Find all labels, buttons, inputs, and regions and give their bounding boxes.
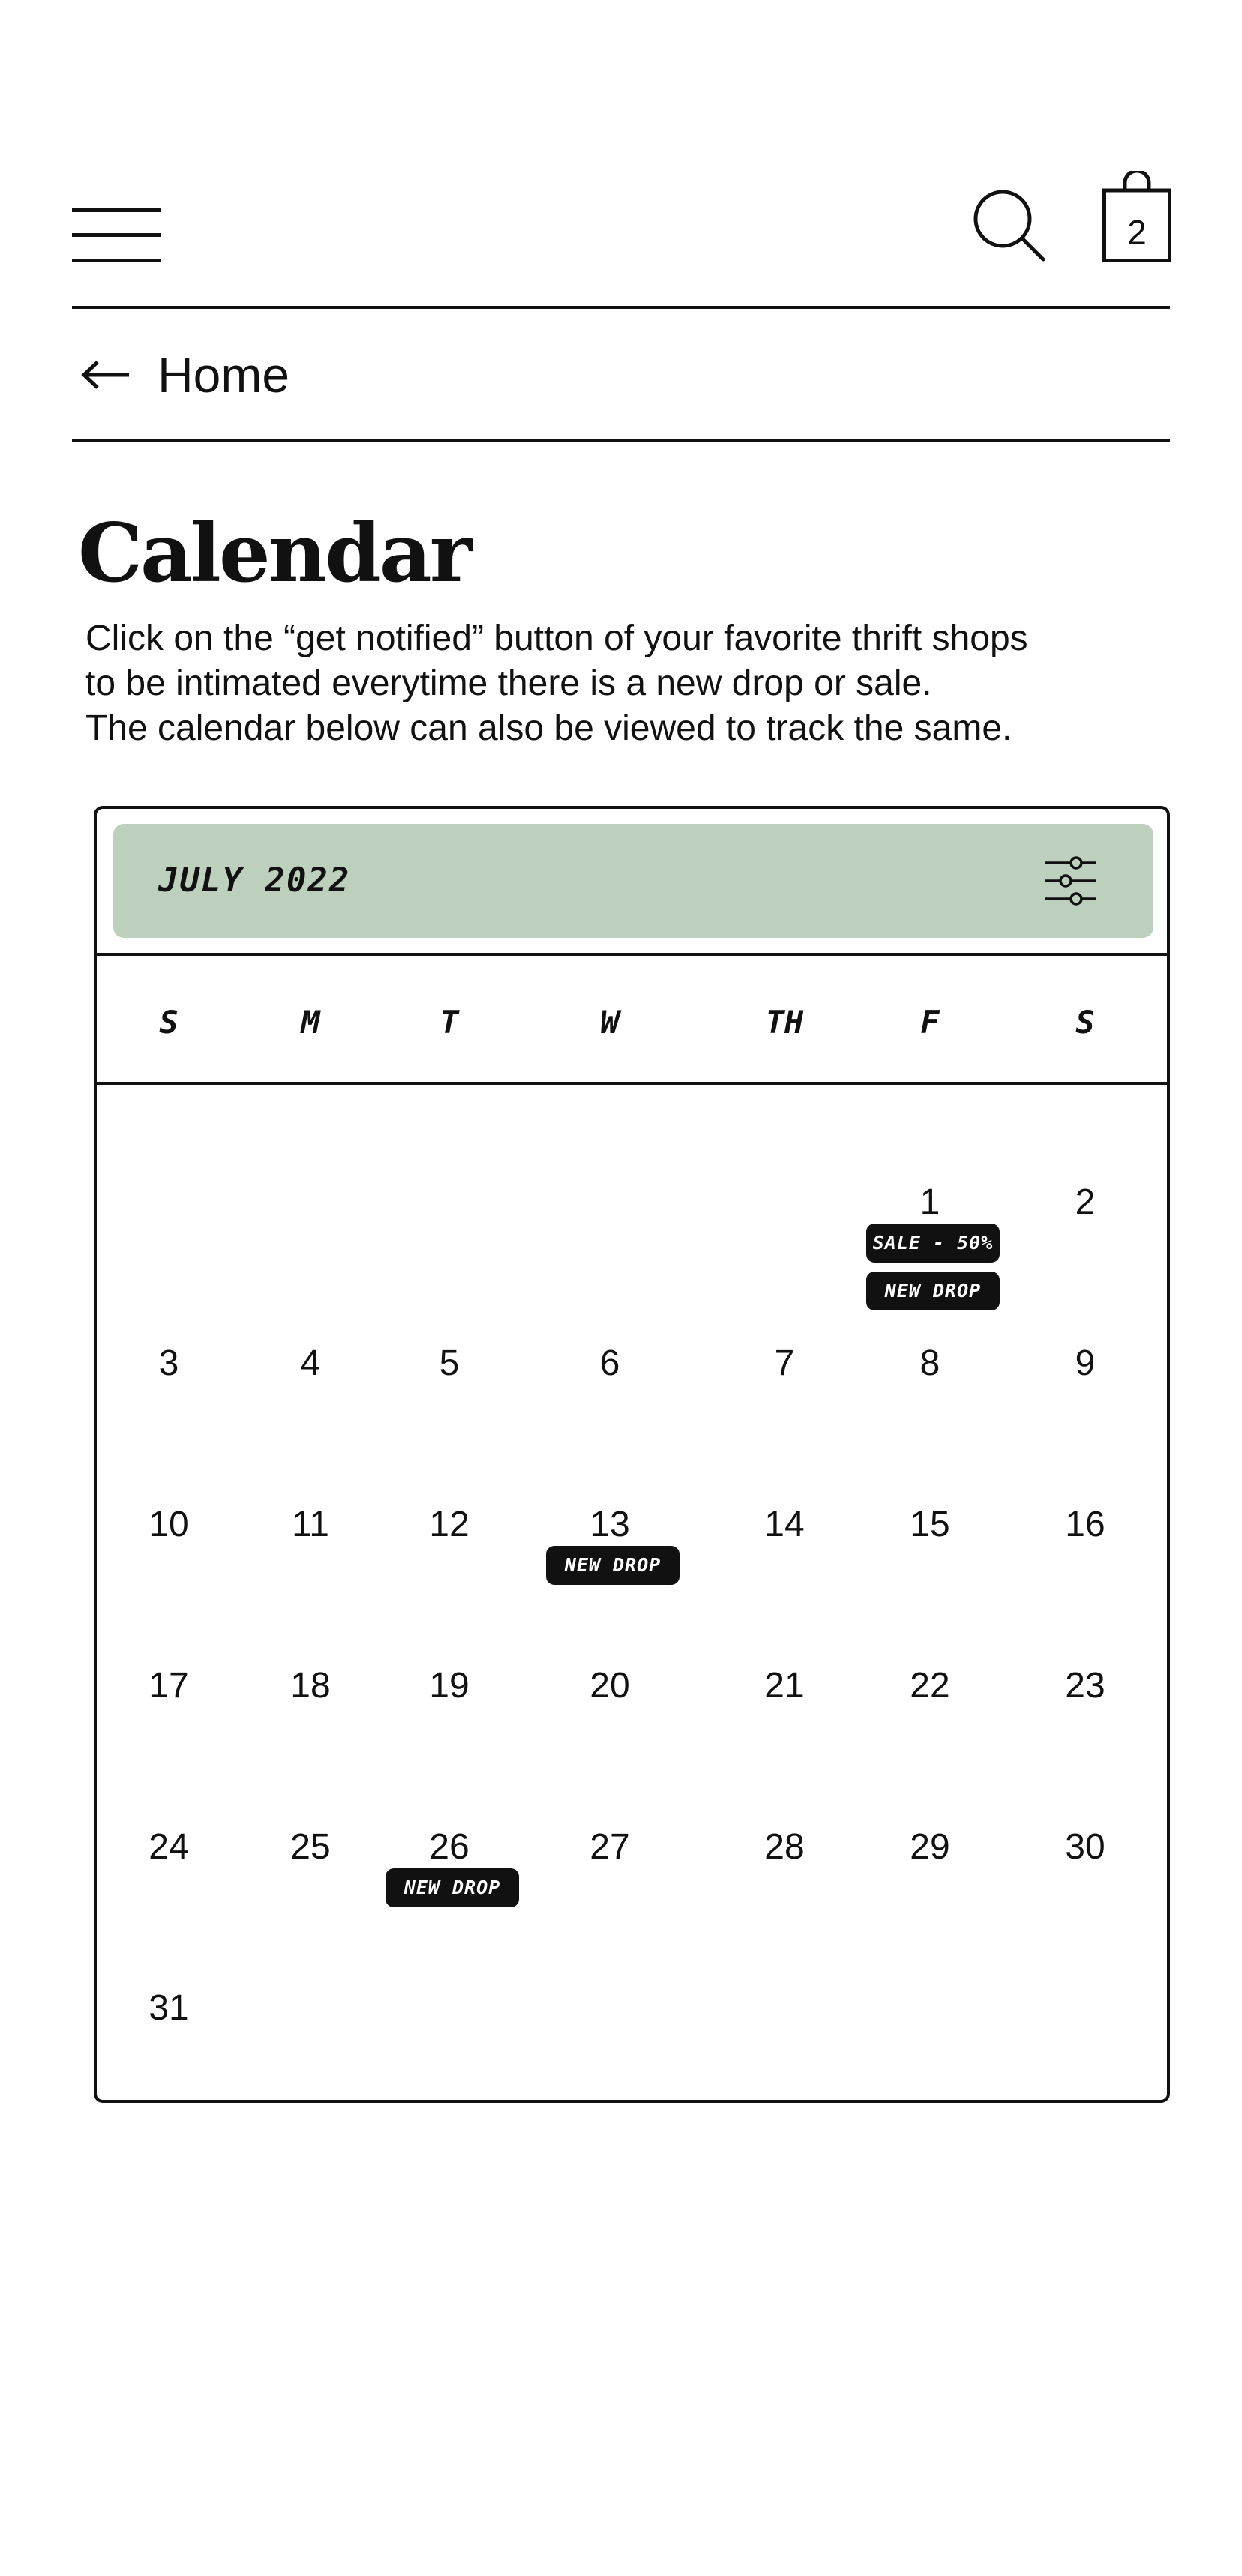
calendar-day[interactable]: 25	[290, 1827, 331, 1867]
breadcrumb-home-link[interactable]	[72, 337, 290, 412]
weekday-label: S	[159, 1004, 178, 1041]
calendar-day[interactable]: 27	[590, 1827, 630, 1867]
calendar-day[interactable]: 16	[1065, 1505, 1106, 1544]
calendar-day[interactable]: 6	[599, 1343, 620, 1383]
calendar-day[interactable]: 1	[920, 1182, 940, 1222]
menu-line	[72, 208, 160, 212]
weekday-label: T	[440, 1004, 459, 1041]
event-tag[interactable]: NEW DROP	[866, 1272, 1000, 1310]
calendar-day[interactable]: 19	[429, 1666, 470, 1706]
calendar-day[interactable]: 2	[1075, 1182, 1096, 1222]
calendar	[94, 806, 1170, 2103]
calendar-day[interactable]: 9	[1075, 1343, 1096, 1383]
calendar-day[interactable]: 17	[148, 1666, 189, 1706]
month-label: JULY 2022	[158, 861, 351, 900]
calendar-day[interactable]: 26	[429, 1827, 470, 1867]
event-tag[interactable]: NEW DROP	[546, 1546, 680, 1585]
hamburger-menu-icon[interactable]	[72, 208, 160, 262]
calendar-day[interactable]: 4	[300, 1343, 321, 1383]
calendar-day[interactable]: 5	[439, 1343, 460, 1383]
description-line: Click on the “get notified” button of your favorite thrift shops	[86, 619, 1028, 658]
calendar-day[interactable]: 20	[590, 1666, 630, 1706]
weekday-label: W	[600, 1004, 620, 1041]
calendar-day[interactable]: 3	[158, 1343, 179, 1383]
calendar-day[interactable]: 28	[764, 1827, 805, 1867]
weekday-label: M	[301, 1004, 320, 1041]
cart-count: 2	[1127, 213, 1147, 252]
calendar-day[interactable]: 30	[1065, 1827, 1106, 1867]
page-description	[86, 616, 1196, 751]
calendar-day[interactable]: 18	[290, 1666, 331, 1706]
calendar-day[interactable]: 24	[148, 1827, 189, 1867]
calendar-day[interactable]: 12	[429, 1505, 470, 1544]
breadcrumb-label: Home	[158, 347, 290, 403]
calendar-day[interactable]: 14	[764, 1505, 805, 1544]
event-tag[interactable]: SALE - 50%	[866, 1224, 1000, 1263]
search-glyph	[971, 187, 1048, 264]
calendar-divider	[97, 1082, 1167, 1085]
page-title: Calendar	[78, 506, 470, 601]
event-tag[interactable]: NEW DROP	[386, 1868, 519, 1907]
calendar-day[interactable]: 15	[910, 1505, 950, 1544]
calendar-day[interactable]: 7	[774, 1343, 795, 1383]
arrow-left-icon	[81, 360, 130, 390]
shopping-bag-icon[interactable]	[1102, 171, 1172, 262]
calendar-day[interactable]: 23	[1065, 1666, 1106, 1706]
description-line: The calendar below can also be viewed to track the same.	[86, 708, 1012, 748]
weekday-label: TH	[765, 1004, 804, 1041]
header-divider	[72, 306, 1170, 309]
weekday-label: F	[920, 1004, 940, 1041]
calendar-day[interactable]: 10	[148, 1505, 189, 1544]
calendar-day[interactable]: 13	[590, 1505, 630, 1544]
filter-sliders-icon[interactable]	[1043, 854, 1097, 908]
calendar-divider	[97, 953, 1167, 956]
calendar-day[interactable]: 8	[920, 1343, 940, 1383]
description-line: to be intimated everytime there is a new drop or sale.	[86, 663, 932, 703]
weekday-label: S	[1076, 1004, 1095, 1041]
breadcrumb-divider	[72, 439, 1170, 442]
menu-line	[72, 259, 160, 262]
calendar-day[interactable]: 22	[910, 1666, 950, 1706]
search-icon[interactable]	[971, 187, 1048, 264]
menu-line	[72, 233, 160, 237]
calendar-day[interactable]: 21	[764, 1666, 805, 1706]
calendar-day[interactable]: 29	[910, 1827, 950, 1867]
calendar-day[interactable]: 31	[148, 1988, 189, 2028]
calendar-header	[113, 824, 1154, 938]
calendar-day[interactable]: 11	[292, 1505, 329, 1544]
filter-glyph	[1043, 854, 1097, 908]
